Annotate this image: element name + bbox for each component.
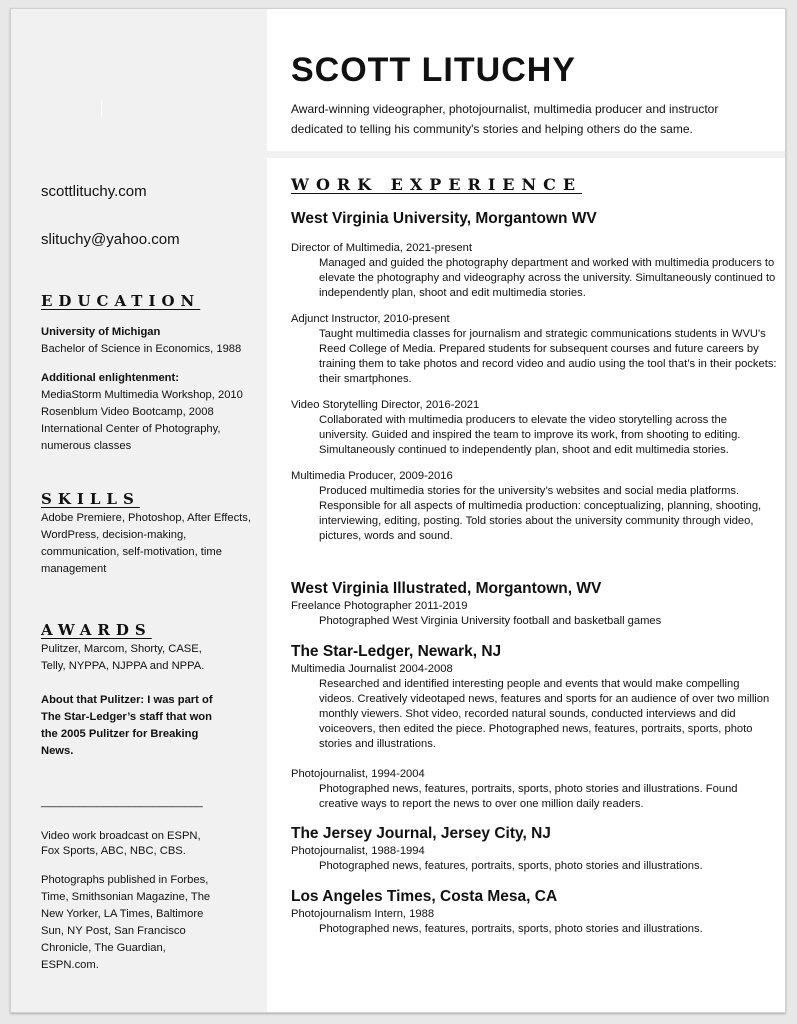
employer-wvu: [291, 209, 777, 544]
education-degree: Bachelor of Science in Economics, 1988: [41, 343, 242, 355]
text-cursor: [101, 101, 102, 117]
role-title: Adjunct Instructor, 2010-present: [291, 313, 450, 325]
employer-wv-illustrated: [291, 579, 777, 629]
awards-section: [41, 622, 261, 760]
website-link[interactable]: scottlituchy.com: [41, 183, 147, 200]
published-text: Photographs published in Forbes, Time, Smithsonian Magazine, The New Yorker, LA Times, Baltimore Sun, NY Post, San Francisco Chronicle, The Guardian, ESPN.com.: [41, 874, 211, 971]
additional-title: Additional enlightenment:: [41, 372, 179, 384]
broadcast-text: Video work broadcast on ESPN, Fox Sports, ABC, NBC, CBS.: [41, 830, 201, 857]
skills-title: SKILLS: [41, 490, 140, 508]
sidebar: [11, 9, 267, 1012]
employer-name: The Jersey Journal, Jersey City, NJ: [291, 825, 551, 842]
resume-page: [10, 8, 786, 1013]
employer-name: West Virginia University, Morgantown WV: [291, 210, 597, 227]
employer-star-ledger: [291, 642, 777, 812]
broadcast-note: [41, 829, 221, 859]
employer-name: The Star-Ledger, Newark, NJ: [291, 643, 502, 660]
skills-text: Adobe Premiere, Photoshop, After Effects, WordPress, decision-making, communication, self-motivation, time management: [41, 512, 251, 575]
awards-text: Pulitzer, Marcom, Shorty, CASE, Telly, NYPPA, NJPPA and NPPA.: [41, 643, 205, 672]
additional-item: International Center of Photography, numerous classes: [41, 423, 221, 452]
role-description: Photographed news, features, portraits, sports, photo stories and illustrations. Found creative ways to report the news to over one million daily readers.: [319, 783, 738, 810]
divider-line: __________________________: [41, 796, 203, 808]
role-description: Taught multimedia classes for journalism and strategic communications students in WVU's Reed College of Media. Prepared students for subsequent courses and future careers by training them to take photos and record video and audio using the tool that’s in their pockets: their smartphones.: [319, 328, 777, 385]
additional-item: Rosenblum Video Bootcamp, 2008: [41, 406, 214, 418]
role-description: Produced multimedia stories for the university’s websites and social media platforms. Responsible for all aspects of multimedia production: conceptualizing, planning, shooting, interviewing, editing, posting. Told stories about the university community through video, pictures, words and sound.: [319, 485, 762, 542]
header: [267, 9, 785, 151]
role-title: Freelance Photographer 2011-2019: [291, 600, 468, 612]
role-description: Collaborated with multimedia producers to elevate the video storytelling across the university. Guided and inspired the team to improve its work, from shooting to editing. Simultaneously continued to independently plan, shoot and edit multimedia stories.: [319, 414, 741, 456]
education-school: University of Michigan: [41, 326, 161, 338]
education-title: EDUCATION: [41, 292, 201, 310]
role-description: Photographed news, features, portraits, sports, photo stories and illustrations.: [319, 923, 703, 935]
header-divider: [267, 151, 785, 158]
role-title: Multimedia Producer, 2009-2016: [291, 470, 453, 482]
role-description: Photographed news, features, portraits, sports, photo stories and illustrations.: [319, 860, 703, 872]
role-description: Photographed West Virginia University football and basketball games: [319, 615, 662, 627]
work-title: WORK EXPERIENCE: [291, 175, 583, 194]
tagline: Award-winning videographer, photojournalist, multimedia producer and instructor dedicated to telling his community's stories and helping others do the same.: [291, 102, 719, 136]
role-title: Multimedia Journalist 2004-2008: [291, 663, 453, 675]
role-title: Photojournalism Intern, 1988: [291, 908, 435, 920]
awards-title: AWARDS: [41, 621, 152, 639]
role-description: Managed and guided the photography department and worked with multimedia producers to elevate the photography and videography across the university. Simultaneously continued to independently plan, shoot and edit multimedia stories.: [319, 257, 776, 299]
role-title: Video Storytelling Director, 2016-2021: [291, 399, 480, 411]
published-note: [41, 872, 226, 974]
employer-name: Los Angeles Times, Costa Mesa, CA: [291, 888, 558, 905]
skills-section: [41, 491, 261, 578]
role-title: Photojournalist, 1988-1994: [291, 845, 425, 857]
employer-name: West Virginia Illustrated, Morgantown, WV: [291, 580, 602, 597]
education-section: [41, 293, 261, 455]
employer-la-times: [291, 887, 777, 937]
employer-jersey-journal: [291, 824, 777, 874]
role-title: Photojournalist, 1994-2004: [291, 768, 425, 780]
email-link[interactable]: slituchy@yahoo.com: [41, 231, 180, 248]
role-title: Director of Multimedia, 2021-present: [291, 242, 472, 254]
additional-item: MediaStorm Multimedia Workshop, 2010: [41, 389, 243, 401]
role-description: Researched and identified interesting people and events that would make compelling videos. Creatively videotaped news, features and sports for an audience of over two million monthly viewers. Shot video, recorded natural sounds, conducted interviews and did voiceovers, then edited the piece. Photographed news, features, portraits, sports, photo stories and illustrations.: [319, 678, 770, 750]
person-name: SCOTT LITUCHY: [291, 51, 576, 89]
pulitzer-note: About that Pulitzer: I was part of The Star-Ledger’s staff that won the 2005 Pulitzer for Breaking News.: [41, 694, 213, 757]
